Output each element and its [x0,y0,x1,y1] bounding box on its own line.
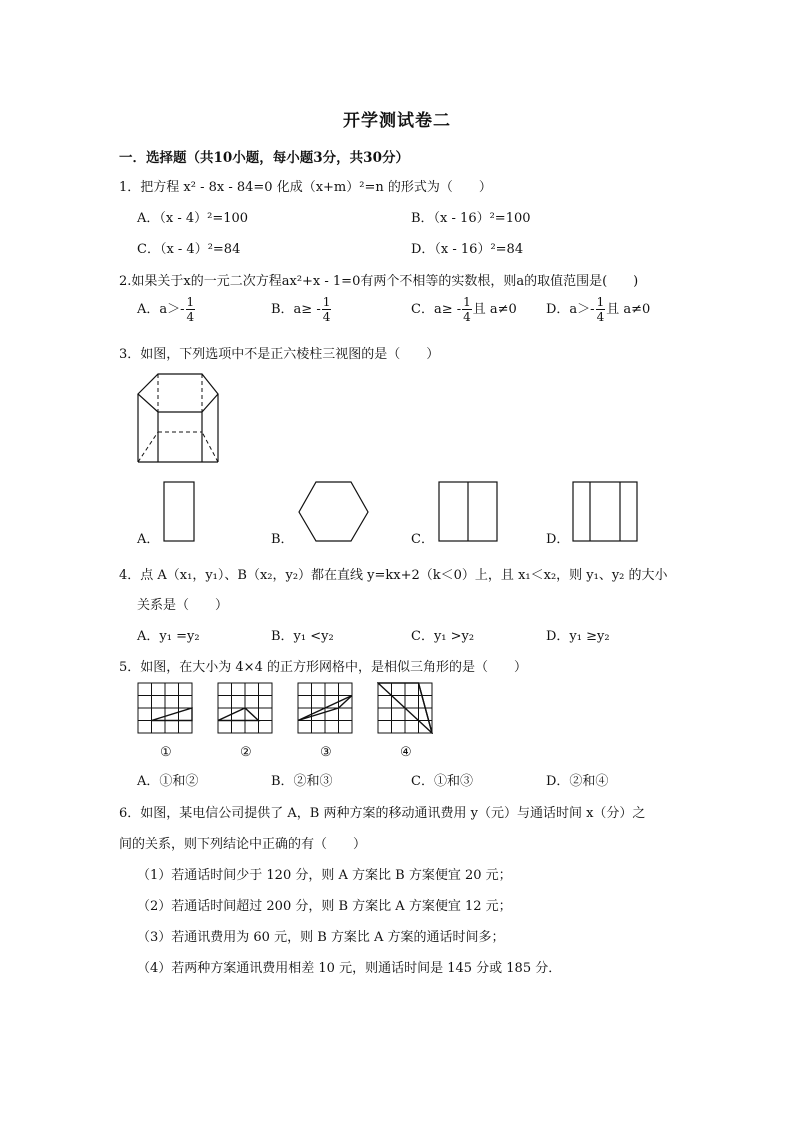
q5-label-3: ③ [320,745,332,760]
q5-option-d: D．②和④ [546,774,609,789]
q5-option-c: C．①和③ [411,774,473,789]
q3-figure-b-hexagon [298,481,370,543]
question-3-stem: 3．如图，下列选项中不是正六棱柱三视图的是（ ） [119,347,440,362]
section-heading: 一．选择题（共10小题，每小题3分，共30分） [119,150,409,166]
q2-option-d: D．a＞- $\frac{1}{4}$ 且 a≠0 [546,295,651,324]
hexagonal-prism-figure [136,372,220,466]
q5-label-2: ② [240,745,252,760]
question-4-stem-line2: 关系是（ ） [137,598,229,613]
q5-label-4: ④ [400,745,412,760]
q1-option-a: A．（x - 4）²=100 [137,211,249,226]
page-title: 开学测试卷二 [343,111,451,131]
q3-option-c: C． [411,532,434,547]
q2-option-a: A．a＞- $\frac{1}{4}$ [137,295,195,324]
q5-grid-3 [297,682,353,734]
q4-option-d: D．y₁ ≥y₂ [546,629,610,644]
question-4-stem-line1: 4．点 A（x₁，y₁）、B（x₂，y₂）都在直线 y=kx+2（k＜0）上，且 x₁＜x₂，则 y₁、y₂ 的大小 [119,568,668,583]
q6-statement-4: （4）若两种方案通讯费用相差 10 元，则通话时间是 145 分或 185 分． [137,961,562,976]
q5-option-a: A．①和② [137,774,199,789]
q2-option-b: B．a≥ - $\frac{1}{4}$ [271,295,331,324]
question-6-stem-line2: 间的关系，则下列结论中正确的有（ ） [119,837,367,852]
q4-option-c: C．y₁ >y₂ [411,629,475,644]
q5-label-1: ① [160,745,172,760]
q6-statement-2: （2）若通话时间超过 200 分，则 B 方案比 A 方案便宜 12 元； [137,899,512,914]
q1-option-d: D．（x - 16）²=84 [411,242,524,257]
q3-option-a: A． [137,532,160,547]
question-1-stem: 1．把方程 x² - 8x - 84=0 化成（x+m）²=n 的形式为（ ） [119,180,492,195]
q3-option-b: B． [271,532,294,547]
q3-figure-a-rectangle [163,481,195,543]
q5-option-b: B．②和③ [271,774,333,789]
question-6-stem-line1: 6．如图，某电信公司提供了 A，B 两种方案的移动通讯费用 y（元）与通话时间 x（分）之 [119,806,646,821]
q4-option-a: A．y₁ =y₂ [137,629,200,644]
q1-option-b: B．（x - 16）²=100 [411,211,531,226]
question-5-stem: 5．如图，在大小为 4×4 的正方形网格中，是相似三角形的是（ ） [119,660,527,675]
q5-grid-4 [377,682,433,734]
q5-grid-2 [217,682,273,734]
q2-option-c: C．a≥ - $\frac{1}{4}$ 且 a≠0 [411,295,517,324]
q4-option-b: B．y₁ <y₂ [271,629,334,644]
q6-statement-1: （1）若通话时间少于 120 分，则 A 方案比 B 方案便宜 20 元； [137,868,512,883]
q5-grid-1 [137,682,193,734]
q1-option-c: C．（x - 4）²=84 [137,242,241,257]
q3-figure-d-three-panels [572,481,638,543]
q3-option-d: D． [546,532,570,547]
q6-statement-3: （3）若通讯费用为 60 元，则 B 方案比 A 方案的通话时间多； [137,930,505,945]
q3-figure-c-two-panels [438,481,498,543]
question-2-stem: 2.如果关于x的一元二次方程ax²+x - 1=0有两个不相等的实数根，则a的取值范围是( ) [119,274,639,289]
